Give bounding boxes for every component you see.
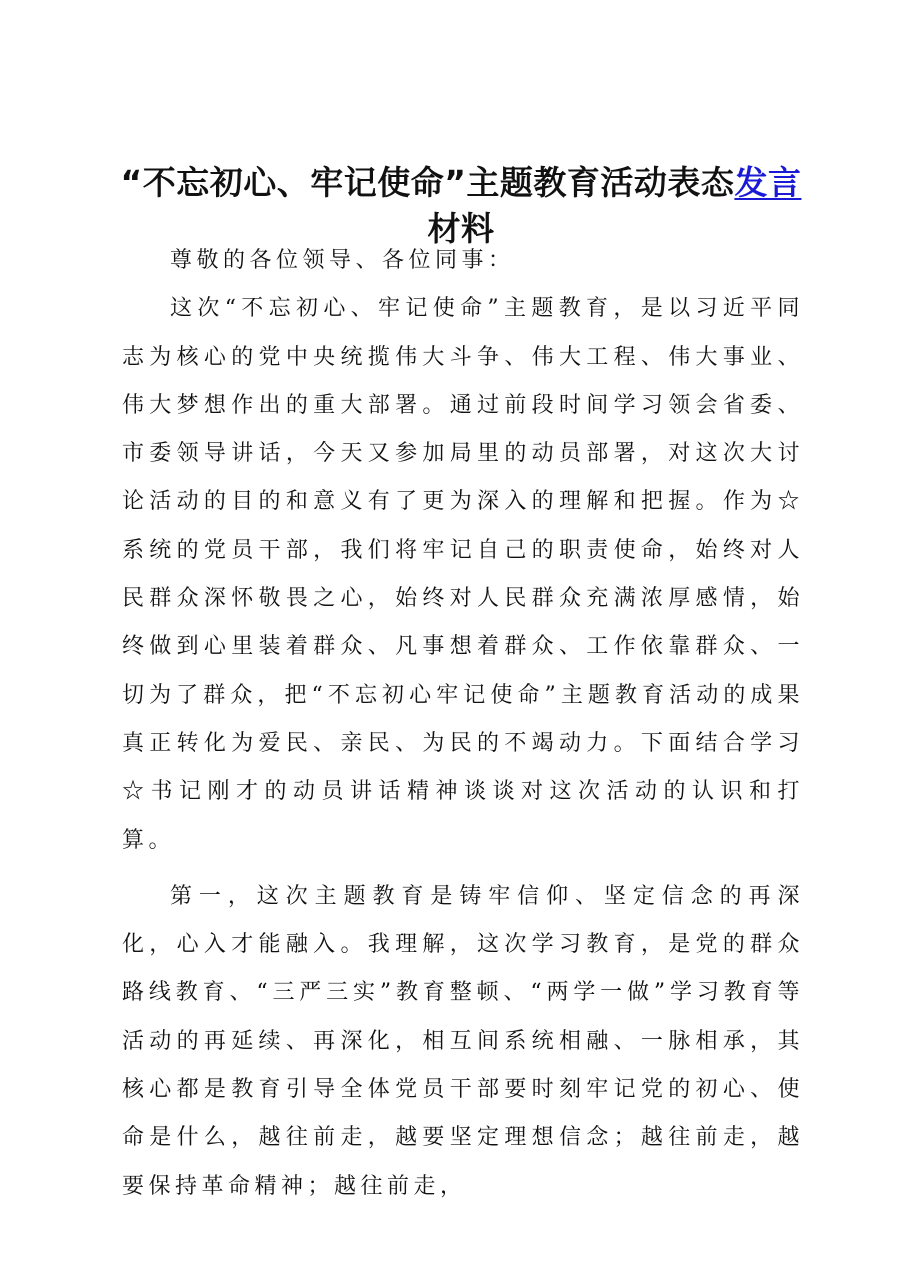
title-part-1: “不忘初心、牢记使命”主题教育活动表态: [120, 163, 735, 202]
paragraph-intro: 这次“不忘初心、牢记使命”主题教育，是以习近平同志为核心的党中央统揽伟大斗争、伟大工程、伟大事业、伟大梦想作出的重大部署。通过前段时间学习领会省委、市委领导讲话，今天又参加局里的动员部署，对这次大讨论活动的目的和意义有了更为深入的理解和把握。作为☆系统的党员干部，我们将牢记自己的职责使命，始终对人民群众深怀敬畏之心，始终对人民群众充满浓厚感情，始终做到心里装着群众、凡事想着群众、工作依靠群众、一切为了群众，把“不忘初心牢记使命”主题教育活动的成果真正转化为爱民、亲民、为民的不竭动力。下面结合学习☆书记刚才的动员讲话精神谈谈对这次活动的认识和打算。: [122, 296, 804, 853]
paragraph-first-point: 第一，这次主题教育是铸牢信仰、坚定信念的再深化，心入才能融入。我理解，这次学习教育，是党的群众路线教育、“三严三实”教育整顿、“两学一做”学习教育等活动的再延续、再深化，相互间系统相融、一脉相承，其核心都是教育引导全体党员干部要时刻牢记党的初心、使命是什么，越往前走，越要坚定理想信念；越往前走，越要保持革命精神；越往前走，: [122, 883, 804, 1199]
salutation: 尊敬的各位领导、各位同事：: [170, 248, 515, 273]
title-link[interactable]: 发言: [734, 163, 802, 202]
title-part-2: 材料: [427, 209, 495, 248]
document-body: [122, 237, 804, 1211]
